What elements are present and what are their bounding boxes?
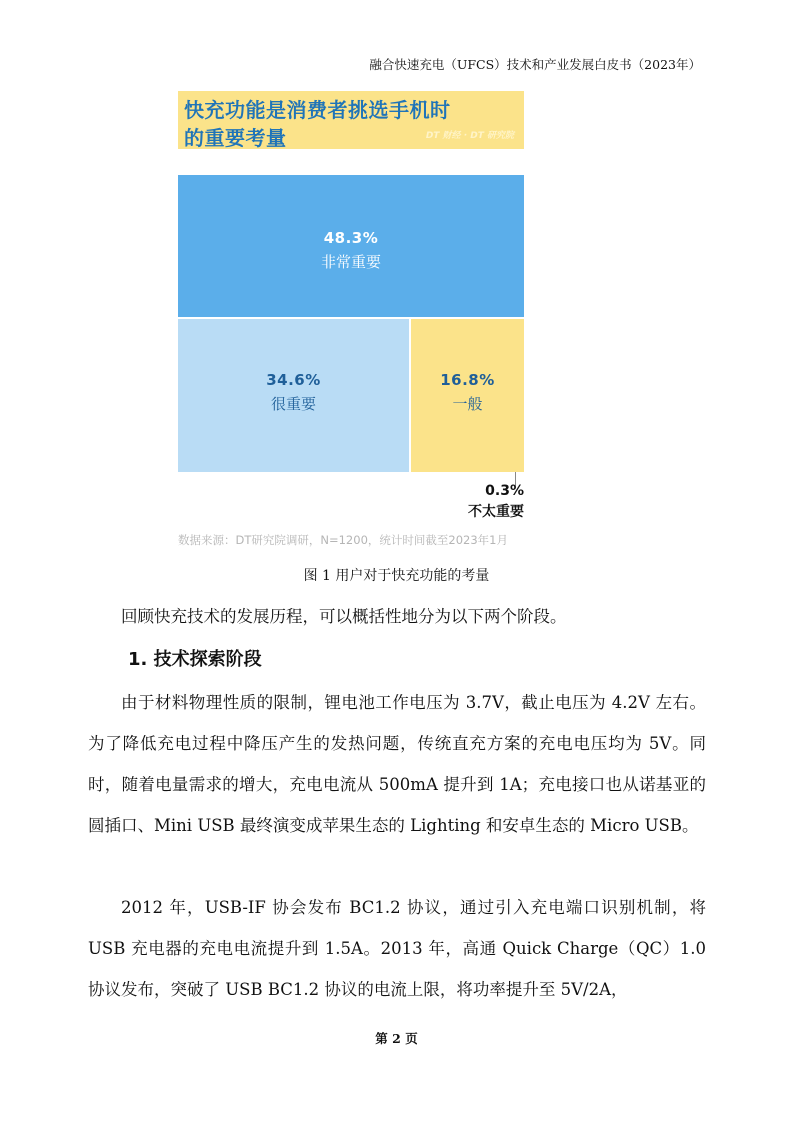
chart-title-line-2: 的重要考量 [184,126,287,150]
document-header: 融合快速充电（UFCS）技术和产业发展白皮书（2023年） [369,57,701,72]
cell-value-label: 34.6% [266,371,321,389]
section-heading: 1. 技术探索阶段 [128,649,262,670]
body-paragraph-2: 2012 年，USB-IF 协会发布 BC1.2 协议，通过引入充电端口识别机制，将 USB 充电器的充电电流提升到 1.5A。2013 年，高通 Quick Charge（QC）1.0 协议发布，突破了 USB BC1.2 协议的电流上限，将功率提升至 5V/2A， [88,898,706,999]
treemap-chart [178,175,524,472]
intro-paragraph: 回顾快充技术的发展历程，可以概括性地分为以下两个阶段。 [121,607,567,626]
figure-caption: 图 1 用户对于快充功能的考量 [303,568,490,584]
treemap-cell-very-important [178,175,524,317]
treemap-cell-average [411,319,524,472]
banner-source-tag: DT 财经 · DT 研究院 [425,131,514,141]
cell-value-label: 48.3% [323,229,379,247]
cell-value-label: 0.3% [485,483,524,499]
cell-value-label: 16.8% [440,371,495,389]
cell-category-label: 不太重要 [468,504,524,520]
chart-data-source: 数据来源：DT研究院调研，N=1200，统计时间截至2023年1月 [178,533,508,547]
chart-title-banner [178,91,524,149]
treemap-cell-important [178,319,409,472]
chart-title-line-1: 快充功能是消费者挑选手机时 [184,98,451,122]
cell-category-label: 很重要 [270,395,316,413]
page-number: 第 2 页 [375,1031,418,1046]
body-paragraph-1: 由于材料物理性质的限制，锂电池工作电压为 3.7V，截止电压为 4.2V 左右。为了降低充电过程中降压产生的发热问题，传统直充方案的充电电压均为 5V。同时，随着电量需求的增大，充电电流从 500mA 提升到 1A；充电接口也从诺基亚的圆插口、Mini USB 最终演变成苹果生态的 Lighting 和安卓生态的 Micro USB。 [88,693,706,835]
treemap-cell-not-important-label [428,483,524,521]
cell-category-label: 非常重要 [320,253,381,271]
cell-category-label: 一般 [452,395,483,413]
